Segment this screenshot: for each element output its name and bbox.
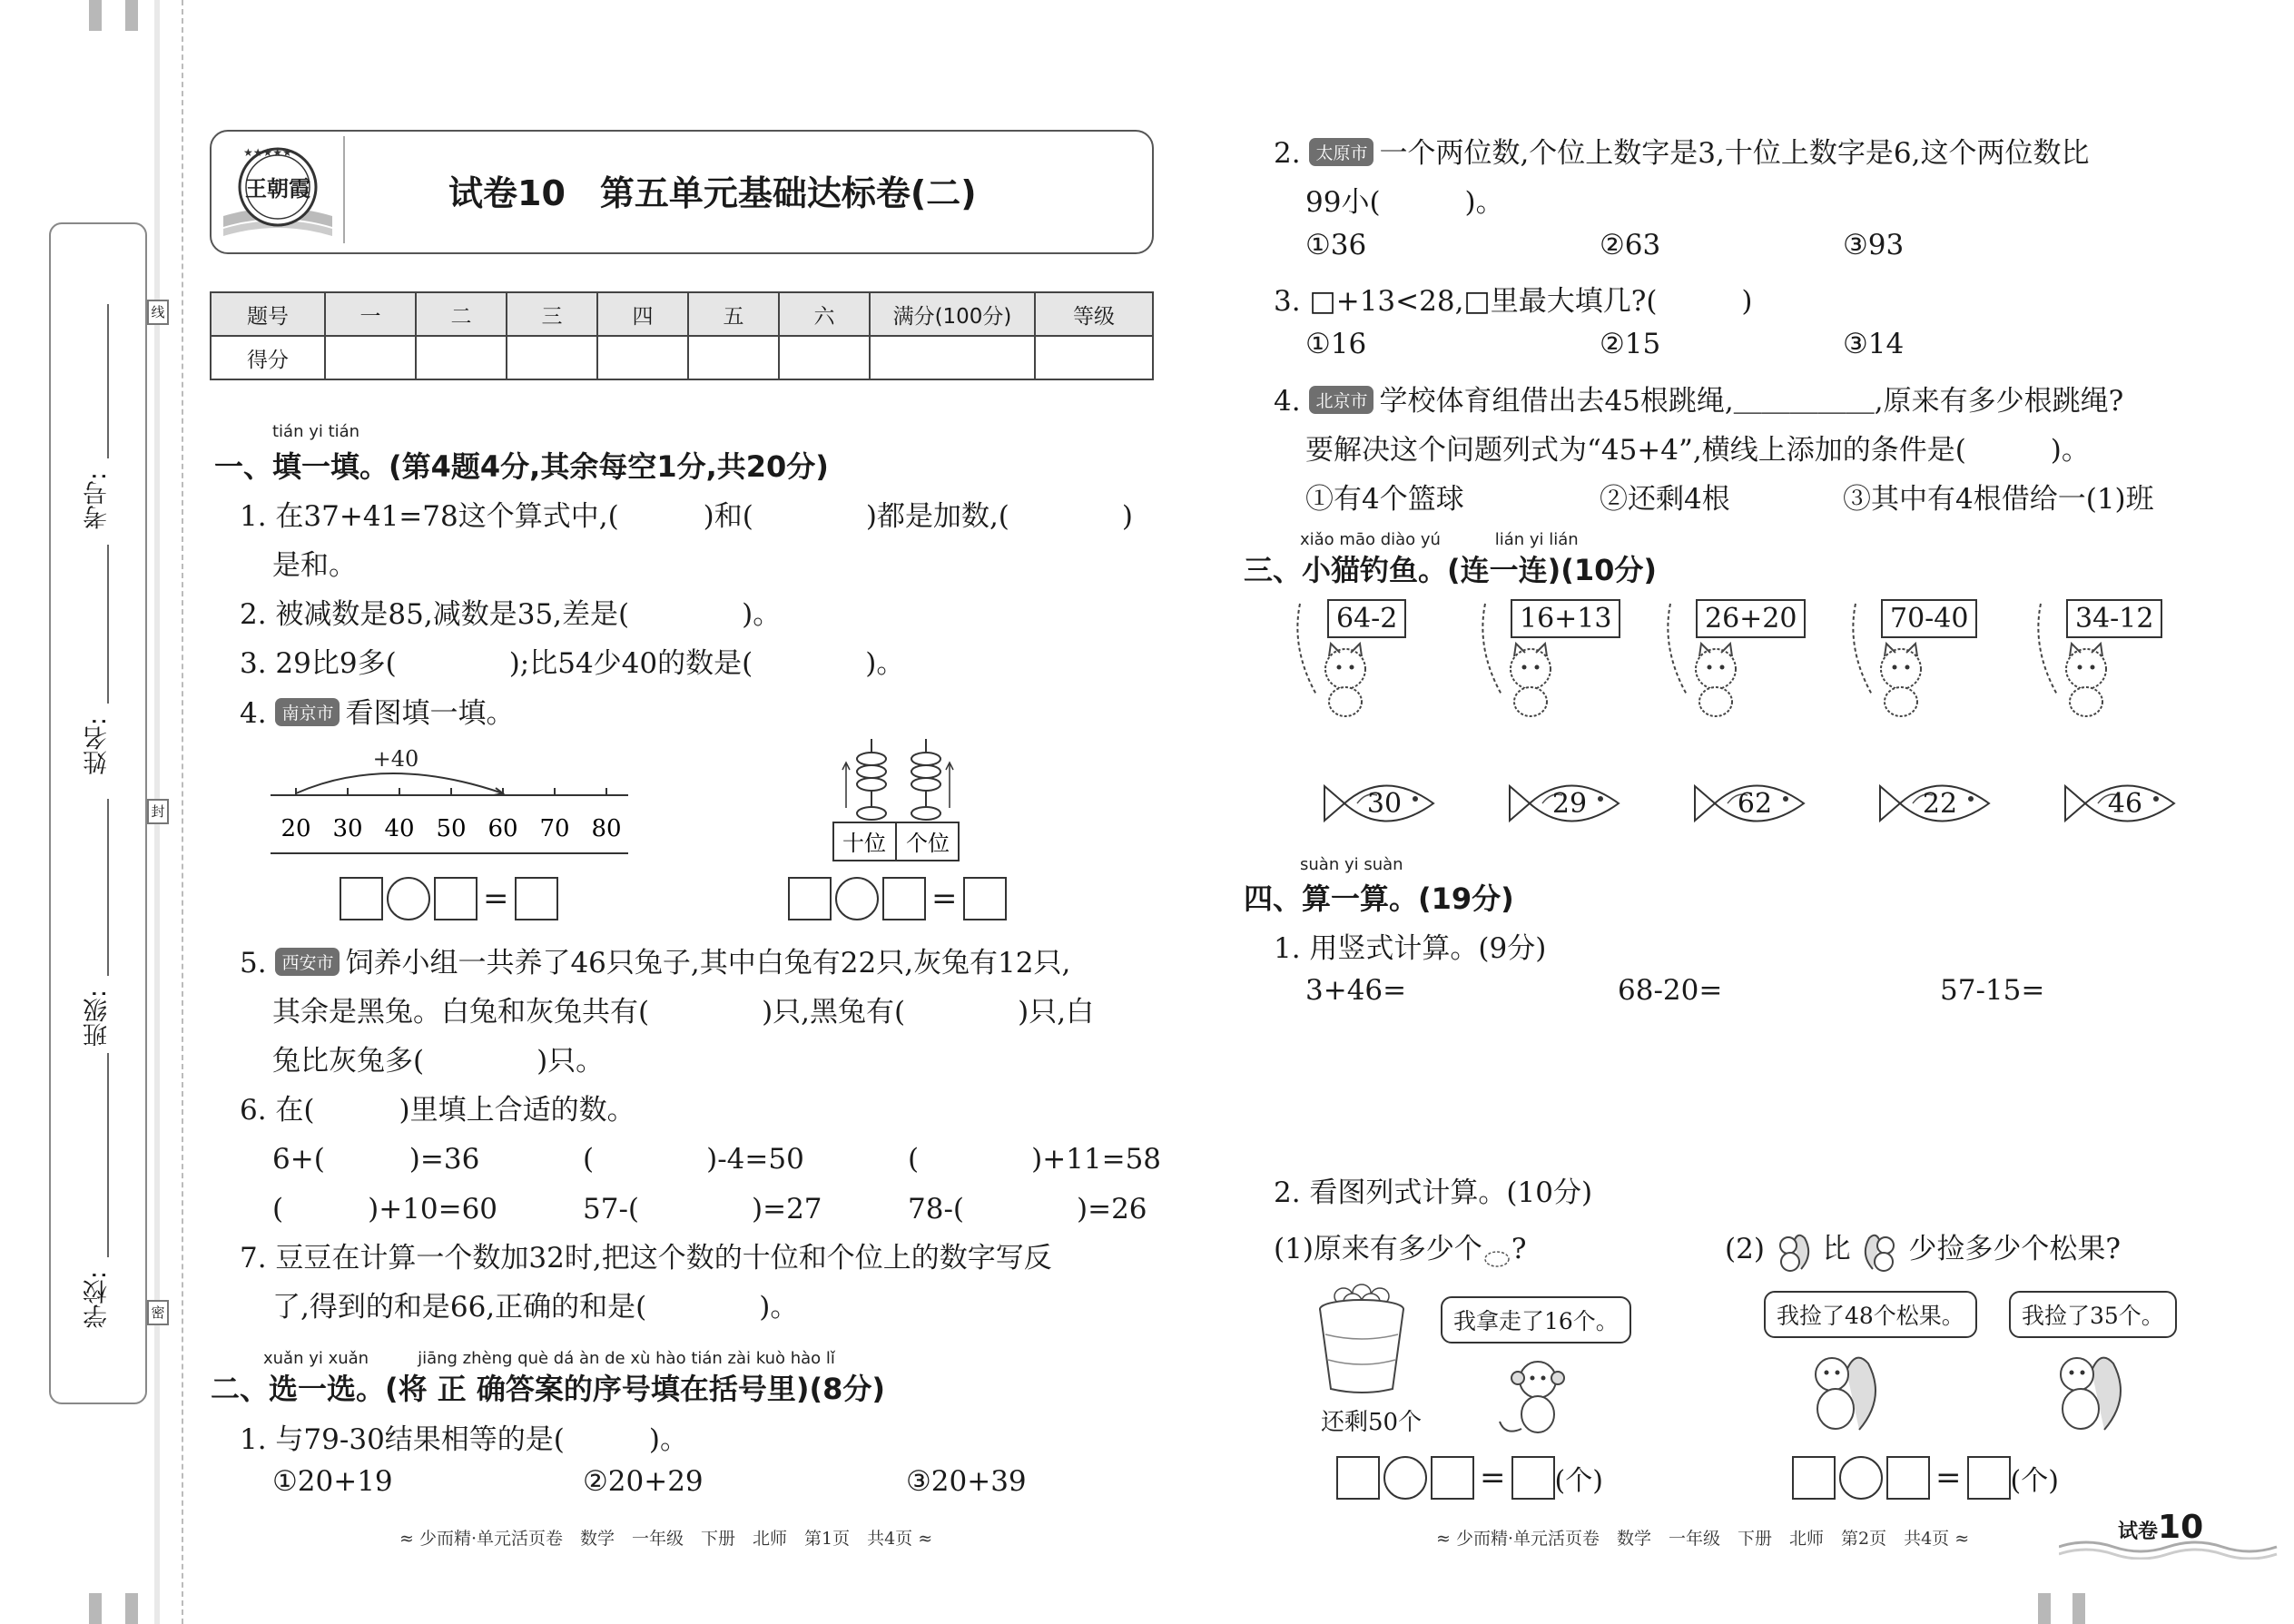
- s2-q2-option[interactable]: ②63: [1600, 229, 1661, 261]
- s2-q4-line2: 要解决这个问题列式为“45+4”,横线上添加的条件是( )。: [1305, 434, 2090, 467]
- s1-q4-text: 看图填一填。: [345, 697, 515, 730]
- seal-mark-secret: 密: [147, 1300, 169, 1325]
- class-line[interactable]: [107, 799, 109, 976]
- footer-left: ≈ 少而精·单元活页卷 数学 一年级 下册 北师 第1页 共4页 ≈: [399, 1529, 933, 1549]
- s1-q5-line2: 其余是黑兔。白兔和灰兔共有( )只,黑兔有( )只,白: [272, 996, 1095, 1029]
- answer-box[interactable]: [340, 877, 383, 920]
- title-divider: [343, 136, 345, 243]
- numberline-tick: 20: [281, 815, 311, 842]
- section1-title: 一、填一填。(第4题4分,其余每空1分,共20分): [214, 449, 829, 484]
- binding-mark: [2038, 1593, 2051, 1624]
- score-cell[interactable]: [779, 336, 870, 379]
- score-header-cell: 等级: [1035, 292, 1153, 336]
- answer-box[interactable]: [963, 877, 1007, 920]
- score-header-cell: 一: [325, 292, 416, 336]
- s2-q1: 1. 与79-30结果相等的是( )。: [240, 1423, 688, 1456]
- score-row-label: 得分: [211, 336, 325, 379]
- unit-label: (个): [2010, 1465, 2059, 1497]
- s1-q1-line1: 1. 在37+41=78这个算式中,( )和( )都是加数,( ): [240, 500, 1133, 533]
- s1-q2: 2. 被减数是85,减数是35,差是( )。: [240, 598, 782, 631]
- s2-q3: 3. □+13<28,□里最大填几?( ): [1274, 285, 1753, 318]
- abacus-label-ones: 个位: [906, 831, 950, 856]
- numberline-tick: 80: [591, 815, 622, 842]
- region-tag: 太原市: [1309, 138, 1373, 166]
- squirrel-icon: [1860, 1229, 1900, 1273]
- binding-mark: [125, 0, 138, 31]
- s4-q2-part2: [1725, 1225, 2121, 1273]
- s2-q2-option[interactable]: ①36: [1305, 229, 1367, 261]
- s2-q3-option[interactable]: ①16: [1305, 328, 1367, 360]
- s2-q1-option[interactable]: ①20+19: [272, 1465, 393, 1498]
- cat-expression[interactable]: 16+13: [1511, 599, 1620, 638]
- basket-icon: [1316, 1280, 1416, 1398]
- s2-q3-option[interactable]: ②15: [1600, 328, 1661, 360]
- section1-pinyin: tián yi tián: [272, 422, 360, 441]
- s2-q2-text: 一个两位数,个位上数字是3,十位上数字是6,这个两位数比: [1379, 137, 2090, 170]
- score-table: [210, 291, 1154, 380]
- score-header-cell: 四: [597, 292, 688, 336]
- s2-q4-option[interactable]: ②还剩4根: [1600, 483, 1730, 516]
- operator-circle[interactable]: [835, 877, 879, 920]
- section2-title: 二、选一选。(将 正 确答案的序号填在括号里)(8分): [211, 1372, 886, 1406]
- speech-bubble: 我捡了48个松果。: [1764, 1291, 1977, 1338]
- answer-box[interactable]: [788, 877, 832, 920]
- s2-q2-line2: 99小( )。: [1305, 186, 1504, 219]
- s2-q4-option[interactable]: ①有4个篮球: [1305, 483, 1464, 516]
- operator-circle[interactable]: [387, 877, 430, 920]
- abacus-answer-row: [788, 877, 1007, 920]
- s4-q1: 1. 用竖式计算。(9分): [1274, 932, 1547, 965]
- s1-q7-line1: 7. 豆豆在计算一个数加32时,把这个数的十位和个位上的数字写反: [240, 1242, 1052, 1275]
- s2-q2-line1: 2. 太原市 一个两位数,个位上数字是3,十位上数字是6,这个两位数比: [1274, 137, 2090, 170]
- s2-q2-option[interactable]: ③93: [1843, 229, 1905, 261]
- brand-logo: [218, 136, 338, 243]
- s4-q2-part2-a: (2): [1725, 1233, 1765, 1265]
- s4-q2: 2. 看图列式计算。(10分): [1274, 1176, 1593, 1209]
- operator-circle[interactable]: [1383, 1456, 1427, 1500]
- equals-sign: =: [483, 881, 509, 917]
- s1-q7-line2: 了,得到的和是66,正确的和是( )。: [272, 1291, 799, 1324]
- s2-q1-option[interactable]: ③20+39: [906, 1465, 1027, 1498]
- s4-q1-eq3: 57-15=: [1940, 974, 2045, 1007]
- squirrel-icon: [1774, 1229, 1814, 1273]
- s1-q5-line1: 5. 西安市 饲养小组一共养了46只兔子,其中白兔有22只,灰兔有12只,: [240, 947, 1071, 979]
- score-header-cell: 三: [507, 292, 597, 336]
- s1-q6-eq6: 78-( )=26: [908, 1193, 1147, 1225]
- number-line: [269, 735, 632, 862]
- score-cell[interactable]: [597, 336, 688, 379]
- section3-pinyin: xiǎo māo diào yú lián yi lián: [1300, 530, 1579, 549]
- section4-title: 四、算一算。(19分): [1244, 881, 1514, 916]
- remaining-label: 还剩50个: [1321, 1409, 1423, 1436]
- svg-text:★★★★★: ★★★★★: [243, 146, 292, 159]
- paper-number-badge: [2118, 1509, 2203, 1546]
- cut-line: [182, 0, 183, 1624]
- score-cell[interactable]: [1035, 336, 1153, 379]
- numberline-tick: 40: [384, 815, 415, 842]
- answer-box[interactable]: [434, 877, 478, 920]
- exam-no-label: 考号:: [84, 472, 112, 530]
- s1-q5-text: 饲养小组一共养了46只兔子,其中白兔有22只,灰兔有12只,: [345, 947, 1071, 979]
- abacus: [832, 735, 968, 864]
- equals-sign: =: [1935, 1460, 1962, 1496]
- answer-box[interactable]: [1967, 1456, 2011, 1500]
- binding-mark: [125, 1593, 138, 1624]
- s4-q2-part1-end: ?: [1511, 1233, 1527, 1265]
- binding-mark: [89, 0, 102, 31]
- badge-label: 试卷: [2118, 1521, 2159, 1543]
- s1-q6-eq4: ( )+10=60: [272, 1193, 498, 1225]
- answer-box[interactable]: [1792, 1456, 1836, 1500]
- s1-q3: 3. 29比9多( );比54少40的数是( )。: [240, 647, 905, 680]
- s1-q6-eq1: 6+( )=36: [272, 1143, 480, 1176]
- region-tag: 南京市: [275, 698, 340, 726]
- score-cell[interactable]: [416, 336, 507, 379]
- student-info-sidebar: [49, 222, 147, 1404]
- s4-q1-eq1: 3+46=: [1305, 974, 1407, 1007]
- numberline-tick: 70: [539, 815, 570, 842]
- school-label: 学校:: [84, 1271, 112, 1329]
- fish-number: 29: [1551, 788, 1588, 820]
- class-label: 班级:: [84, 989, 112, 1048]
- equals-sign: =: [1480, 1460, 1506, 1496]
- seal-mark-seal: 封: [147, 799, 169, 824]
- unit-label: (个): [1554, 1465, 1603, 1497]
- logo-text: 王朝霞: [245, 175, 310, 202]
- answer-box[interactable]: [1336, 1456, 1380, 1500]
- page-title: 试卷10 第五单元基础达标卷(二): [448, 173, 977, 213]
- name-label: 姓名:: [84, 717, 112, 775]
- score-header-cell: 六: [779, 292, 870, 336]
- s1-q6-eq3: ( )+11=58: [908, 1143, 1162, 1176]
- s4-q1-eq2: 68-20=: [1618, 974, 1723, 1007]
- squirrel-icon: [1796, 1343, 1886, 1434]
- s2-q4-option[interactable]: ③其中有4根借给一(1)班: [1843, 483, 2154, 516]
- s1-q6-eq2: ( )-4=50: [583, 1143, 804, 1176]
- numberline-tick: 50: [436, 815, 467, 842]
- badge-number: 10: [2158, 1509, 2204, 1546]
- region-tag: 西安市: [275, 948, 340, 976]
- score-cell[interactable]: [325, 336, 416, 379]
- squirrel-icon: [2041, 1343, 2132, 1434]
- q2-part1-answer-row: [1336, 1456, 1603, 1500]
- numberline-label: +40: [372, 746, 419, 772]
- exam-no-line[interactable]: [107, 304, 109, 458]
- cat-expression[interactable]: 64-2: [1327, 599, 1406, 638]
- cat-expression[interactable]: 70-40: [1881, 599, 1977, 638]
- s4-q2-part1: [1274, 1225, 1527, 1266]
- answer-box[interactable]: [1511, 1456, 1555, 1500]
- vertical-calc-workspace[interactable]: [1298, 1017, 2206, 1153]
- speech-bubble: 我拿走了16个。: [1441, 1296, 1631, 1343]
- fish-number: 30: [1366, 788, 1403, 820]
- fish-number: 22: [1922, 788, 1958, 820]
- section3-title: 三、小猫钓鱼。(连一连)(10分): [1244, 553, 1658, 587]
- s2-q4-line1: 4. 北京市 学校体育组借出去45根跳绳,＿＿＿＿＿,原来有多少根跳绳?: [1274, 385, 2124, 418]
- name-line[interactable]: [107, 545, 109, 704]
- numberline-tick: 60: [487, 815, 518, 842]
- score-header-cell: 二: [416, 292, 507, 336]
- s1-q6: 6. 在( )里填上合适的数。: [240, 1094, 635, 1127]
- fish-number: 62: [1737, 788, 1773, 820]
- s1-q6-eq5: 57-( )=27: [583, 1193, 822, 1225]
- answer-box[interactable]: [515, 877, 558, 920]
- speech-bubble: 我捡了35个。: [2009, 1291, 2177, 1338]
- section4-pinyin: suàn yi suàn: [1300, 855, 1403, 874]
- s1-q5-line3: 兔比灰兔多( )只。: [272, 1045, 605, 1078]
- s2-q4-text: 学校体育组借出去45根跳绳,＿＿＿＿＿,原来有多少根跳绳?: [1379, 385, 2124, 418]
- cat-expression[interactable]: 34-12: [2066, 599, 2162, 638]
- numberline-answer-row: [340, 877, 558, 920]
- s2-q1-option[interactable]: ②20+29: [583, 1465, 704, 1498]
- operator-circle[interactable]: [1839, 1456, 1883, 1500]
- peach-icon: [1482, 1242, 1511, 1260]
- footer-right: ≈ 少而精·单元活页卷 数学 一年级 下册 北师 第2页 共4页 ≈: [1436, 1529, 1970, 1549]
- answer-box[interactable]: [882, 877, 926, 920]
- region-tag: 北京市: [1309, 386, 1373, 414]
- seal-mark-line: 线: [147, 300, 169, 325]
- answer-box[interactable]: [1886, 1456, 1930, 1500]
- s2-q3-option[interactable]: ③14: [1843, 328, 1905, 360]
- s1-q1-line2: 是和。: [272, 549, 357, 582]
- s4-q2-part2-b: 比: [1822, 1233, 1851, 1265]
- score-header-cell: 五: [688, 292, 779, 336]
- school-line[interactable]: [107, 1053, 109, 1257]
- s4-q2-part2-c: 少捡多少个松果?: [1908, 1233, 2121, 1265]
- s1-q4: 4. 南京市 看图填一填。: [240, 697, 515, 730]
- score-header-cell: 题号: [211, 292, 325, 336]
- score-cell[interactable]: [688, 336, 779, 379]
- fish-number: 46: [2107, 788, 2143, 820]
- score-cell[interactable]: [507, 336, 597, 379]
- score-cell[interactable]: [870, 336, 1035, 379]
- score-header-cell: 满分(100分): [870, 292, 1035, 336]
- abacus-label-tens: 十位: [842, 831, 886, 856]
- binding-mark: [89, 1593, 102, 1624]
- cat-expression[interactable]: 26+20: [1696, 599, 1806, 638]
- equals-sign: =: [931, 881, 958, 917]
- section2-pinyin: xuǎn yi xuǎn jiāng zhèng què dá àn de xù hào tián zài kuò hào lǐ: [263, 1349, 835, 1368]
- answer-box[interactable]: [1431, 1456, 1474, 1500]
- numberline-tick: 30: [332, 815, 363, 842]
- monkey-icon: [1496, 1353, 1578, 1439]
- q2-part2-answer-row: [1792, 1456, 2059, 1500]
- binding-mark: [2072, 1593, 2085, 1624]
- s4-q2-part1-text: (1)原来有多少个: [1274, 1233, 1482, 1265]
